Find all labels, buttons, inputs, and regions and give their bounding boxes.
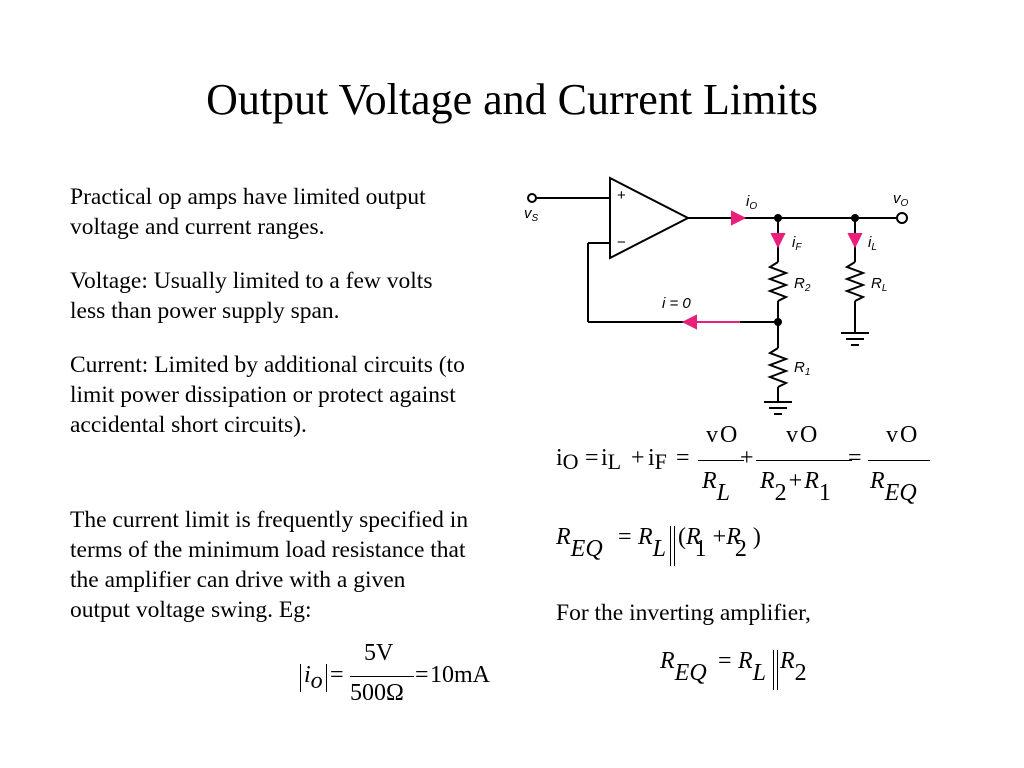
plus-label: + [617,187,626,204]
equation-example-io [300,640,520,710]
eq2-rl: RL [638,524,667,562]
eq1-il: iL [601,445,622,474]
eq1-equals-2: = [676,445,690,471]
paragraph-intro: Practical op amps have limited output voltage and current ranges. [70,184,426,240]
rl-label: $R_L$ [871,275,888,294]
inverting-amp-note: For the inverting amplifier, [556,600,811,626]
example-equals-2: = [415,662,429,688]
r2-label: $R_2$ [794,275,811,294]
eq1-if: iF [648,445,667,474]
equation-req-inverting [660,648,860,698]
paragraph-current-limit: The current limit is frequently specified in terms of the minimum load resistance that the amplifier can drive with a given output voltage swing. Eg: [70,507,469,623]
slide-title: Output Voltage and Current Limits [206,75,818,124]
op-amp-circuit-diagram [510,170,930,430]
i-zero-arrow-icon [684,316,696,328]
eq1-plus-2: + [740,445,754,471]
vo-terminal [897,213,907,223]
resistor-r1 [770,348,786,387]
example-numerator: 5V [364,640,394,666]
io-label: $i_O$ [746,193,758,212]
eq1-plus: + [631,445,645,471]
frac3-numerator: vO [886,422,918,448]
paragraph-current: Current: Limited by additional circuits (to limit power dissipation or protect against accidental short circuits). [70,352,465,438]
example-result: 10mA [430,662,490,688]
il-label: $i_L$ [868,234,877,253]
current-arrows [684,212,861,328]
frac1-denominator: RL [702,468,731,506]
if-label: $i_F$ [792,234,802,253]
eq2-parallel-sum: (R1 +R2 ) [678,524,761,562]
i-zero-label: i = 0 [662,295,691,312]
example-denominator: 500Ω [350,680,404,706]
resistor-r2 [770,262,786,301]
if-arrow-icon [772,234,784,246]
frac2-denominator: R2+R1 [760,468,831,506]
eq1-equals: = [585,445,599,471]
junction-dot [774,214,782,222]
example-equals: = [330,662,344,688]
eq2-req: REQ [556,524,603,562]
eq3-r2: R2 [780,648,807,686]
junction-dot [851,214,859,222]
eq2-equals: = [618,524,632,550]
vo-label: $v_O$ [893,190,909,209]
eq1-equals-3: = [848,445,862,471]
r1-label: $R_1$ [794,359,811,378]
frac2-numerator: vO [786,422,818,448]
paragraph-voltage: Voltage: Usually limited to a few volts less than power supply span. [70,268,433,324]
frac1-numerator: vO [706,422,738,448]
eq1-io: iO [556,445,579,474]
eq3-equals: = [718,648,732,674]
vs-label: $v_S$ [524,205,539,224]
il-arrow-icon [849,234,861,246]
equation-req [556,524,856,574]
eq3-req: REQ [660,648,707,686]
junction-dot [774,318,782,326]
vs-terminal [528,194,536,202]
equation-io-sum [556,420,976,520]
resistor-rl [847,262,863,301]
eq3-rl: RL [738,648,767,686]
io-arrow-icon [732,212,744,224]
frac3-denominator: REQ [870,468,917,506]
minus-label: − [617,234,626,251]
example-io: io [304,662,323,694]
